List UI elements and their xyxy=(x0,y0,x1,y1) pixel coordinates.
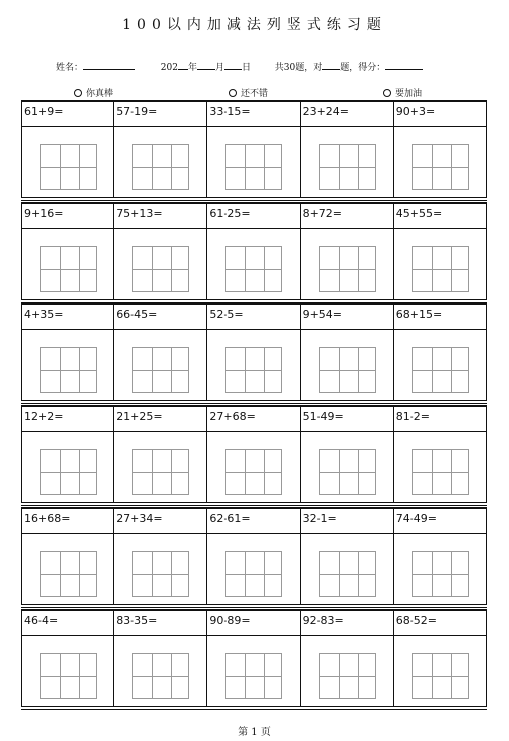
problem-cell[interactable] xyxy=(394,102,487,197)
day-blank[interactable] xyxy=(224,62,242,70)
score-blank[interactable] xyxy=(385,62,423,70)
answer-box[interactable] xyxy=(132,551,189,597)
month-label: 月 xyxy=(214,63,224,73)
answer-box-hline xyxy=(226,167,281,168)
radio-circle-icon xyxy=(74,89,82,97)
problem-row xyxy=(21,609,487,712)
problem-cell[interactable] xyxy=(301,204,394,299)
answer-box[interactable] xyxy=(319,449,376,495)
problem-cell[interactable] xyxy=(114,509,207,604)
problem-text: 52-5= xyxy=(209,308,244,321)
problem-text: 51-49= xyxy=(302,410,344,423)
problem-text: 66-45= xyxy=(116,308,158,321)
answer-box[interactable] xyxy=(225,144,282,190)
name-blank[interactable] xyxy=(83,62,135,70)
answer-box-hline xyxy=(320,370,375,371)
student-info-row xyxy=(56,60,423,73)
problem-text: 33-15= xyxy=(209,105,251,118)
answer-box[interactable] xyxy=(319,653,376,699)
problem-text: 90-89= xyxy=(209,614,251,627)
problem-row xyxy=(21,100,487,203)
answer-box[interactable] xyxy=(132,653,189,699)
problem-divider xyxy=(301,431,393,432)
problem-cell[interactable] xyxy=(114,102,207,197)
problem-text: 75+13= xyxy=(116,207,163,220)
problem-divider xyxy=(22,228,113,229)
problem-row xyxy=(21,303,487,406)
problem-cell[interactable] xyxy=(301,305,394,400)
problem-cell[interactable] xyxy=(394,407,487,502)
answer-box[interactable] xyxy=(319,347,376,393)
answer-box-hline xyxy=(41,167,96,168)
problem-row xyxy=(21,507,487,610)
problem-cell[interactable] xyxy=(207,102,300,197)
problem-text: 27+34= xyxy=(116,512,163,525)
problem-divider xyxy=(207,126,299,127)
problem-cell[interactable] xyxy=(21,611,114,706)
radio-circle-icon xyxy=(229,89,237,97)
answer-box[interactable] xyxy=(132,144,189,190)
problem-text: 62-61= xyxy=(209,512,251,525)
answer-box[interactable] xyxy=(40,551,97,597)
answer-box[interactable] xyxy=(40,449,97,495)
rating-great[interactable]: 你真棒 xyxy=(74,86,113,99)
radio-circle-icon xyxy=(383,89,391,97)
row-bottom-border xyxy=(21,604,487,608)
rating-good[interactable]: 还不错 xyxy=(229,86,268,99)
problem-divider xyxy=(22,431,113,432)
problem-divider xyxy=(207,228,299,229)
problem-cell[interactable] xyxy=(207,204,300,299)
answer-box[interactable] xyxy=(319,144,376,190)
problem-text: 23+24= xyxy=(302,105,350,118)
problem-text: 21+25= xyxy=(116,410,163,423)
problem-text: 68-52= xyxy=(395,614,437,627)
problem-divider xyxy=(301,635,393,636)
total-label: 共30题，对 xyxy=(274,63,323,73)
answer-box[interactable] xyxy=(225,347,282,393)
day-label: 日 xyxy=(241,63,251,73)
problem-text: 46-4= xyxy=(24,614,59,627)
problem-divider xyxy=(394,228,486,229)
problem-text: 12+2= xyxy=(24,410,64,423)
answer-box[interactable] xyxy=(132,246,189,292)
problem-cell[interactable] xyxy=(21,102,114,197)
answer-box[interactable] xyxy=(40,653,97,699)
row-bottom-border xyxy=(21,400,487,404)
problem-text: 9+16= xyxy=(24,207,64,220)
problem-cell[interactable] xyxy=(21,407,114,502)
year-prefix: 202 xyxy=(160,63,178,73)
problem-cell[interactable] xyxy=(394,509,487,604)
answer-box-hline xyxy=(41,472,96,473)
answer-box-hline xyxy=(41,574,96,575)
answer-box[interactable] xyxy=(40,246,97,292)
answer-box-hline xyxy=(133,269,188,270)
name-label: 姓名： xyxy=(56,63,84,73)
answer-box[interactable] xyxy=(40,347,97,393)
answer-box-hline xyxy=(133,167,188,168)
problem-cell[interactable] xyxy=(394,305,487,400)
problem-cell[interactable] xyxy=(21,509,114,604)
answer-box-hline xyxy=(41,370,96,371)
answer-box-hline xyxy=(320,167,375,168)
answer-box[interactable] xyxy=(225,653,282,699)
answer-box-hline xyxy=(133,370,188,371)
answer-box[interactable] xyxy=(412,449,469,495)
problem-divider xyxy=(114,228,206,229)
problem-cell[interactable] xyxy=(114,611,207,706)
answer-box-hline xyxy=(413,269,468,270)
answer-box-hline xyxy=(413,574,468,575)
problem-divider xyxy=(207,431,299,432)
problem-text: 61+9= xyxy=(24,105,64,118)
score-label: 题，得分： xyxy=(340,63,386,73)
problem-text: 8+72= xyxy=(302,207,343,220)
row-bottom-border xyxy=(21,502,487,506)
year-blank[interactable] xyxy=(178,62,188,70)
answer-box-hline xyxy=(226,574,281,575)
problem-divider xyxy=(394,329,486,330)
answer-box[interactable] xyxy=(132,449,189,495)
problem-divider xyxy=(207,533,299,534)
answer-box[interactable] xyxy=(319,551,376,597)
answer-box[interactable] xyxy=(412,144,469,190)
answer-box-hline xyxy=(226,676,281,677)
problem-row xyxy=(21,405,487,508)
answer-box-hline xyxy=(413,370,468,371)
problem-divider xyxy=(207,329,299,330)
problem-cell[interactable] xyxy=(207,611,300,706)
answer-box-hline xyxy=(320,472,375,473)
problem-text: 90+3= xyxy=(395,105,436,118)
answer-box[interactable] xyxy=(225,449,282,495)
problem-text: 4+35= xyxy=(24,308,64,321)
problem-divider xyxy=(22,126,113,127)
problem-text: 74-49= xyxy=(395,512,437,525)
problem-cell[interactable] xyxy=(394,204,487,299)
year-label: 年 xyxy=(187,63,197,73)
problem-divider xyxy=(394,126,486,127)
problem-divider xyxy=(394,635,486,636)
answer-box-hline xyxy=(133,472,188,473)
problem-cell[interactable] xyxy=(21,204,114,299)
answer-box-hline xyxy=(413,167,468,168)
problem-text: 16+68= xyxy=(24,512,71,525)
answer-box-hline xyxy=(226,472,281,473)
answer-box-hline xyxy=(320,269,375,270)
answer-box-hline xyxy=(41,269,96,270)
problem-divider xyxy=(207,635,299,636)
problem-text: 61-25= xyxy=(209,207,251,220)
problem-divider xyxy=(394,431,486,432)
problem-cell[interactable] xyxy=(207,305,300,400)
problem-text: 92-83= xyxy=(302,614,344,627)
problem-divider xyxy=(114,533,206,534)
problem-divider xyxy=(114,431,206,432)
problem-cell[interactable] xyxy=(301,509,394,604)
problem-cell[interactable] xyxy=(301,407,394,502)
problem-text: 32-1= xyxy=(302,512,337,525)
answer-box-hline xyxy=(226,370,281,371)
problem-cell[interactable] xyxy=(114,407,207,502)
problem-cell[interactable] xyxy=(207,407,300,502)
answer-box[interactable] xyxy=(412,551,469,597)
answer-box-hline xyxy=(133,676,188,677)
problem-divider xyxy=(301,228,393,229)
problem-cell[interactable] xyxy=(301,611,394,706)
problem-divider xyxy=(114,329,206,330)
row-bottom-border xyxy=(21,706,487,710)
answer-box[interactable] xyxy=(412,246,469,292)
problem-cell[interactable] xyxy=(207,509,300,604)
problem-cell[interactable] xyxy=(114,305,207,400)
answer-box-hline xyxy=(320,676,375,677)
answer-box[interactable] xyxy=(225,246,282,292)
answer-box[interactable] xyxy=(40,144,97,190)
problem-divider xyxy=(22,329,113,330)
answer-box-hline xyxy=(320,574,375,575)
answer-box[interactable] xyxy=(225,551,282,597)
problem-text: 9+54= xyxy=(302,308,343,321)
problem-cell[interactable] xyxy=(21,305,114,400)
problem-cell[interactable] xyxy=(301,102,394,197)
answer-box[interactable] xyxy=(132,347,189,393)
problem-divider xyxy=(22,635,113,636)
answer-box-hline xyxy=(413,676,468,677)
problem-divider xyxy=(301,533,393,534)
problem-row xyxy=(21,202,487,305)
rating-try-harder[interactable]: 要加油 xyxy=(383,86,422,99)
answer-box[interactable] xyxy=(412,653,469,699)
answer-box-hline xyxy=(133,574,188,575)
row-bottom-border xyxy=(21,197,487,201)
page-footer: 第 1 页 xyxy=(238,727,271,738)
problem-divider xyxy=(301,329,393,330)
correct-blank[interactable] xyxy=(322,62,340,70)
problem-divider xyxy=(22,533,113,534)
problem-cell[interactable] xyxy=(114,204,207,299)
problem-text: 83-35= xyxy=(116,614,158,627)
problem-text: 81-2= xyxy=(395,410,430,423)
problem-text: 68+15= xyxy=(395,308,443,321)
answer-box[interactable] xyxy=(412,347,469,393)
problem-divider xyxy=(114,126,206,127)
problem-text: 45+55= xyxy=(395,207,443,220)
worksheet-title: 100以内加减法列竖式练习题 xyxy=(122,17,387,33)
problem-divider xyxy=(301,126,393,127)
problem-text: 57-19= xyxy=(116,105,158,118)
answer-box-hline xyxy=(41,676,96,677)
problem-divider xyxy=(114,635,206,636)
answer-box-hline xyxy=(226,269,281,270)
problem-cell[interactable] xyxy=(394,611,487,706)
problem-text: 27+68= xyxy=(209,410,256,423)
answer-box-hline xyxy=(413,472,468,473)
month-blank[interactable] xyxy=(197,62,215,70)
problem-divider xyxy=(394,533,486,534)
answer-box[interactable] xyxy=(319,246,376,292)
